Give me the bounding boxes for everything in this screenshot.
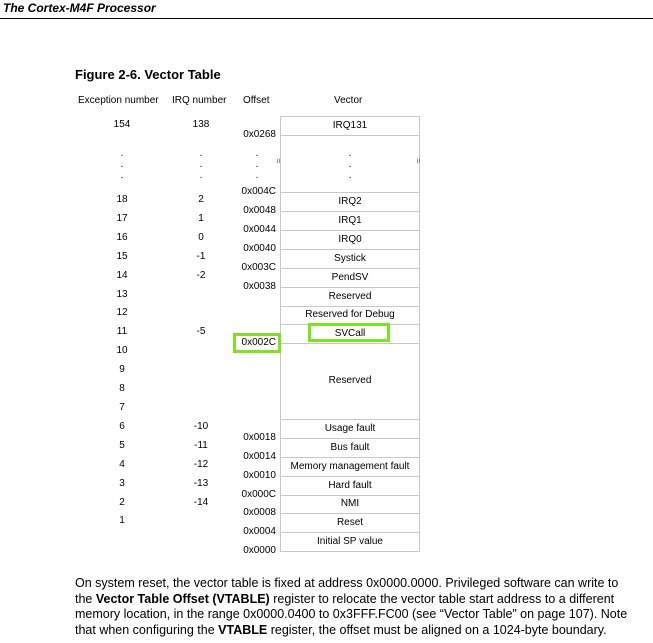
vector-label: Reserved [328,290,372,302]
irq-number: 2 [198,194,204,205]
break-mark: ≈ [273,158,284,164]
text-run: the [75,591,96,606]
irq-number: -5 [196,326,206,337]
paragraph-line [75,623,653,639]
vector-label: SVCall [334,327,366,339]
vector-label: Usage fault [324,422,376,434]
offset-label: 0x0268 [243,129,276,140]
column-header-vector: Vector [334,95,363,106]
ellipsis-dot: . [120,159,124,170]
body-paragraph [75,576,653,638]
vector-label: Memory management fault [290,460,410,472]
offset-label: 0x0040 [243,243,276,254]
ellipsis-dot: . [255,170,259,181]
vector-label: IRQ1 [338,214,362,226]
offset-label: 0x0004 [243,526,276,537]
offset-highlight-box [233,333,281,353]
offset-label: 0x0000 [243,545,276,556]
break-mark: ≈ [413,158,424,164]
offset-label: 0x0048 [243,205,276,216]
offset-label: 0x0044 [243,224,276,235]
exception-number: 154 [113,119,131,130]
exception-number: 14 [116,270,128,281]
column-header-offset: Offset [243,95,270,106]
ellipsis-dot: . [199,148,203,159]
exception-number: 3 [119,478,125,489]
ellipsis-dot: . [199,159,203,170]
text-run: that when configuring the [75,622,219,637]
ellipsis-dot: . [348,148,352,159]
exception-number: 10 [116,345,128,356]
bold-term: Vector Table Offset (VTABLE) [95,591,270,606]
ellipsis-dot: . [199,170,203,181]
vector-label: NMI [340,498,360,509]
irq-number: -10 [193,421,209,432]
paragraph-line: memory location, in the range 0x0000.0400 to 0x3FFF.FC00 (see “Vector Table” on page 107). Note [75,607,628,622]
vector-label: Initial SP value [317,535,383,547]
ellipsis-dot: . [255,159,259,170]
column-header-exception: Exception number [78,95,159,106]
ellipsis-dot: . [348,170,352,181]
figure-title: Figure 2-6. Vector Table [75,67,221,82]
offset-label: 0x000C [241,489,276,500]
vector-label: Hard fault [328,479,372,491]
exception-number: 6 [119,421,125,432]
offset-label: 0x0038 [243,281,276,292]
ellipsis-dot: . [348,159,352,170]
vector-label: Bus fault [330,441,370,453]
bold-term: VTABLE [218,622,268,637]
exception-number: 11 [116,326,128,337]
vector-label: Reset [336,516,364,528]
exception-number: 17 [116,213,128,224]
vector-label: Reserved [328,375,372,386]
ellipsis-dot: . [120,148,124,159]
irq-number: -12 [193,459,209,470]
vector-label: Reserved for Debug [305,309,395,320]
offset-label: 0x004C [241,186,276,197]
offset-label: 0x003C [241,262,276,273]
irq-number: 0 [198,232,204,243]
exception-number: 12 [116,307,128,318]
exception-number: 9 [119,364,125,375]
text-run: register to relocate the vector table start address to a different [269,591,615,606]
exception-number: 1 [119,515,125,526]
exception-number: 13 [116,289,128,300]
exception-number: 15 [116,251,128,262]
vector-label: Systick [334,252,366,264]
exception-number: 2 [119,497,125,508]
irq-number: 138 [192,119,210,130]
exception-number: 16 [116,232,128,243]
irq-number: -2 [196,270,206,281]
ellipsis-dot: . [255,148,259,159]
exception-number: 7 [119,402,125,413]
exception-number: 4 [119,459,125,470]
exception-number: 18 [116,194,128,205]
offset-label: 0x002C [241,337,276,348]
vector-label: IRQ0 [338,233,362,245]
irq-number: -13 [193,478,209,489]
ellipsis-dot: . [120,170,124,181]
irq-number: -14 [193,497,209,508]
header-rule [0,18,653,19]
paragraph-line: On system reset, the vector table is fixed at address 0x0000.0000. Privileged software can write to [75,576,619,590]
offset-label: 0x0014 [243,451,276,462]
offset-label: 0x0010 [243,470,276,481]
text-run: register, the offset must be aligned on a 1024-byte boundary. [267,622,607,637]
irq-number: -1 [196,251,206,262]
exception-number: 5 [119,440,125,451]
vector-label: PendSV [331,271,369,283]
irq-number: 1 [198,213,204,224]
offset-label: 0x0018 [243,432,276,443]
vector-label: IRQ131 [332,119,368,131]
svcall-highlight-box [308,323,390,342]
vector-label: IRQ2 [338,195,362,207]
paragraph-line [75,592,653,608]
irq-number: -11 [194,440,208,451]
column-header-irq: IRQ number [172,95,227,106]
page-header-title: The Cortex-M4F Processor [3,1,156,15]
offset-label: 0x0008 [243,507,276,518]
exception-number: 8 [119,383,125,394]
